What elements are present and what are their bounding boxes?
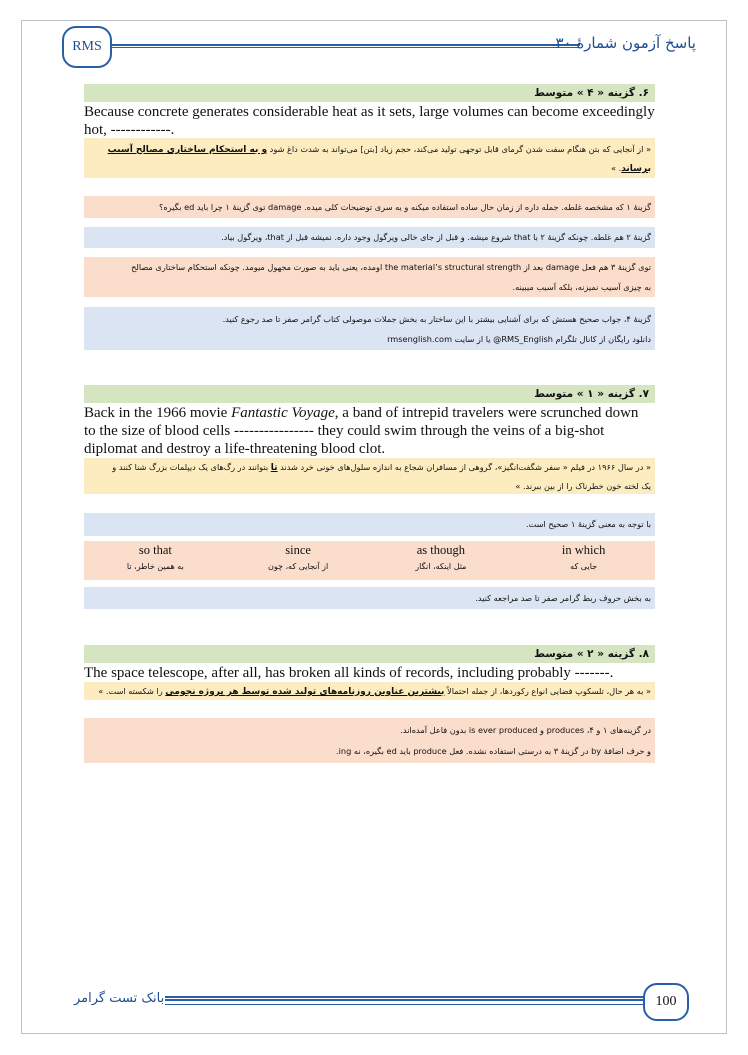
q6-note-option4: [84, 307, 655, 350]
q6-note3-line2: به چیزی آسیب نمیزنه، بلکه آسیب میبینه.: [512, 282, 651, 292]
rms-logo-text: RMS: [72, 39, 102, 54]
q8-persian-pre: « به هر حال، تلسکوپ فضایی انواع رکوردها، از جمله احتمالاً: [444, 686, 651, 696]
q7-line1-end: , a band of intrepid travelers were scrunched down: [334, 405, 639, 421]
q7-persian-translation: [84, 458, 655, 494]
q7-option-fa: جایی که: [570, 562, 598, 571]
q7-option-fa: به همین خاطر، تا: [126, 562, 184, 571]
q8-persian-translation: [84, 682, 655, 700]
q7-english-line3: diplomat and destroy a life-threatening blood clot.: [84, 441, 386, 457]
q6-english-line2: hot, ------------.: [84, 122, 175, 138]
q6-note-option3: [84, 257, 655, 297]
q7-options-table: [84, 541, 655, 580]
q6-persian-answer: و به استحکام ساختاری مصالح آسیب برساند: [107, 145, 651, 174]
footer-rule: [165, 996, 650, 1001]
q7-option-fa: از آنجایی که، چون: [267, 562, 329, 571]
q7-option-fa: مثل اینکه، انگار: [415, 562, 467, 571]
q7-persian-pre: « در سال ۱۹۶۶ در فیلم « سفر شگفت‌انگیز»، گروهی از مسافران شجاع به اندازه سلول‌های خونی خرد شدند: [277, 462, 651, 472]
q6-english-question: [84, 103, 655, 139]
q7-option-col: [84, 541, 227, 580]
q6-english-line1: Because concrete generates considerable heat as it sets, large volumes can become exceedingly: [84, 104, 655, 120]
q8-persian-answer: بیشترین عناوین روزنامه‌های تولید شده توسط هر پروژه نجومی: [165, 687, 445, 697]
footer-rule-thin: [165, 1004, 650, 1005]
q6-note-option1: گزینهٔ ۱ که مشخصه غلطه. جمله داره از زمان حال ساده استفاده میکنه و یه سری توضیحات کلی میده. damage توی گزینهٔ ۱ چرا باید ed بگیره؟: [84, 196, 655, 218]
q7-option-en: as though: [416, 543, 465, 557]
q7-option-col: [370, 541, 513, 580]
header-rule: [110, 44, 580, 48]
q7-persian-answer: تا: [270, 463, 278, 473]
q6-heading: ۶. گزینه « ۴ » متوسط: [84, 84, 655, 102]
q6-persian-pre: « از آنجایی که بتن هنگام سفت شدن گرمای قابل توجهی تولید می‌کند، حجم زیاد [بتن] می‌تواند به شدت داغ شود: [267, 144, 651, 154]
q7-english-question: [84, 404, 655, 458]
q8-heading: ۸. گزینه « ۲ » متوسط: [84, 645, 655, 663]
q7-option-col: [227, 541, 370, 580]
q6-note-option2: گزینهٔ ۲ هم غلطه. چونکه گزینهٔ ۲ با that شروع میشه. و قبل از جای خالی ویرگول وجود داره. نمیشه قبل از that، ویرگول بیاد.: [84, 227, 655, 248]
q7-option-en: since: [285, 543, 311, 557]
q8-note2: و حرف اضافهٔ by در گزینهٔ ۳ به درستی استفاده نشده. فعل produce باید ed بگیره، نه ing.: [336, 746, 651, 756]
q7-note-intro: با توجه به معنی گزینهٔ ۱ صحیح است.: [84, 513, 655, 536]
q8-english-question: The space telescope, after all, has broken all kinds of records, including probably -------.: [84, 665, 614, 681]
q7-persian-line2: یک لخته خون خطرناک را از بین ببرند. »: [515, 481, 651, 491]
q7-option-en: so that: [138, 543, 172, 557]
q7-movie-title: Fantastic Voyage: [231, 405, 335, 421]
q7-english-line1: [84, 404, 655, 422]
q7-heading: ۷. گزینه « ۱ » متوسط: [84, 385, 655, 403]
q6-note4-line2: دانلود رایگان از کانال تلگرام RMS_English@ یا از سایت rmsenglish.com: [387, 334, 651, 344]
q6-note4-line1: گزینهٔ ۴، جواب صحیح هستش که برای آشنایی بیشتر با این ساختار به بخش جملات موصولی کتاب گرامر صفر تا صد رجوع کنید.: [222, 314, 651, 324]
page-header-title: پاسخ آزمون شمارۀ ۳۰: [555, 34, 696, 52]
q6-note3-line1: توی گزینهٔ ۳ هم فعل damage بعد از the material’s structural strength اومده، یعنی باید به صورت مجهول میومد. چونکه استحکام ساختاری مصالح: [131, 262, 651, 272]
page-number: 100: [655, 994, 677, 1009]
q8-notes: [84, 718, 655, 763]
q7-note-reference: به بخش حروف ربط گرامر صفر تا صد مراجعه کنید.: [84, 587, 655, 609]
footer-title: بانک تست گرامر: [74, 991, 165, 1006]
q7-option-col: [512, 541, 655, 580]
q7-persian-line1: [88, 458, 651, 477]
q6-persian-translation: [84, 138, 655, 178]
q8-note1: در گزینه‌های ۱ و ۴، produces و is ever produced بدون فاعل آمده‌اند.: [400, 725, 651, 735]
q7-persian-post: بتوانند در رگ‌های یک دیپلمات بزرگ شنا کنند و: [112, 462, 271, 472]
q7-english-line2: to the size of blood cells ---------------- they could swim through the veins of a big-shot: [84, 423, 605, 439]
page-number-badge: [643, 983, 689, 1021]
q7-option-en: in which: [561, 543, 606, 557]
q7-line1-start: Back in the 1966 movie: [84, 405, 232, 421]
q6-persian-post: . »: [610, 163, 622, 173]
rms-logo-badge: [62, 26, 112, 68]
q8-persian-post: را شکسته است. »: [98, 686, 166, 696]
